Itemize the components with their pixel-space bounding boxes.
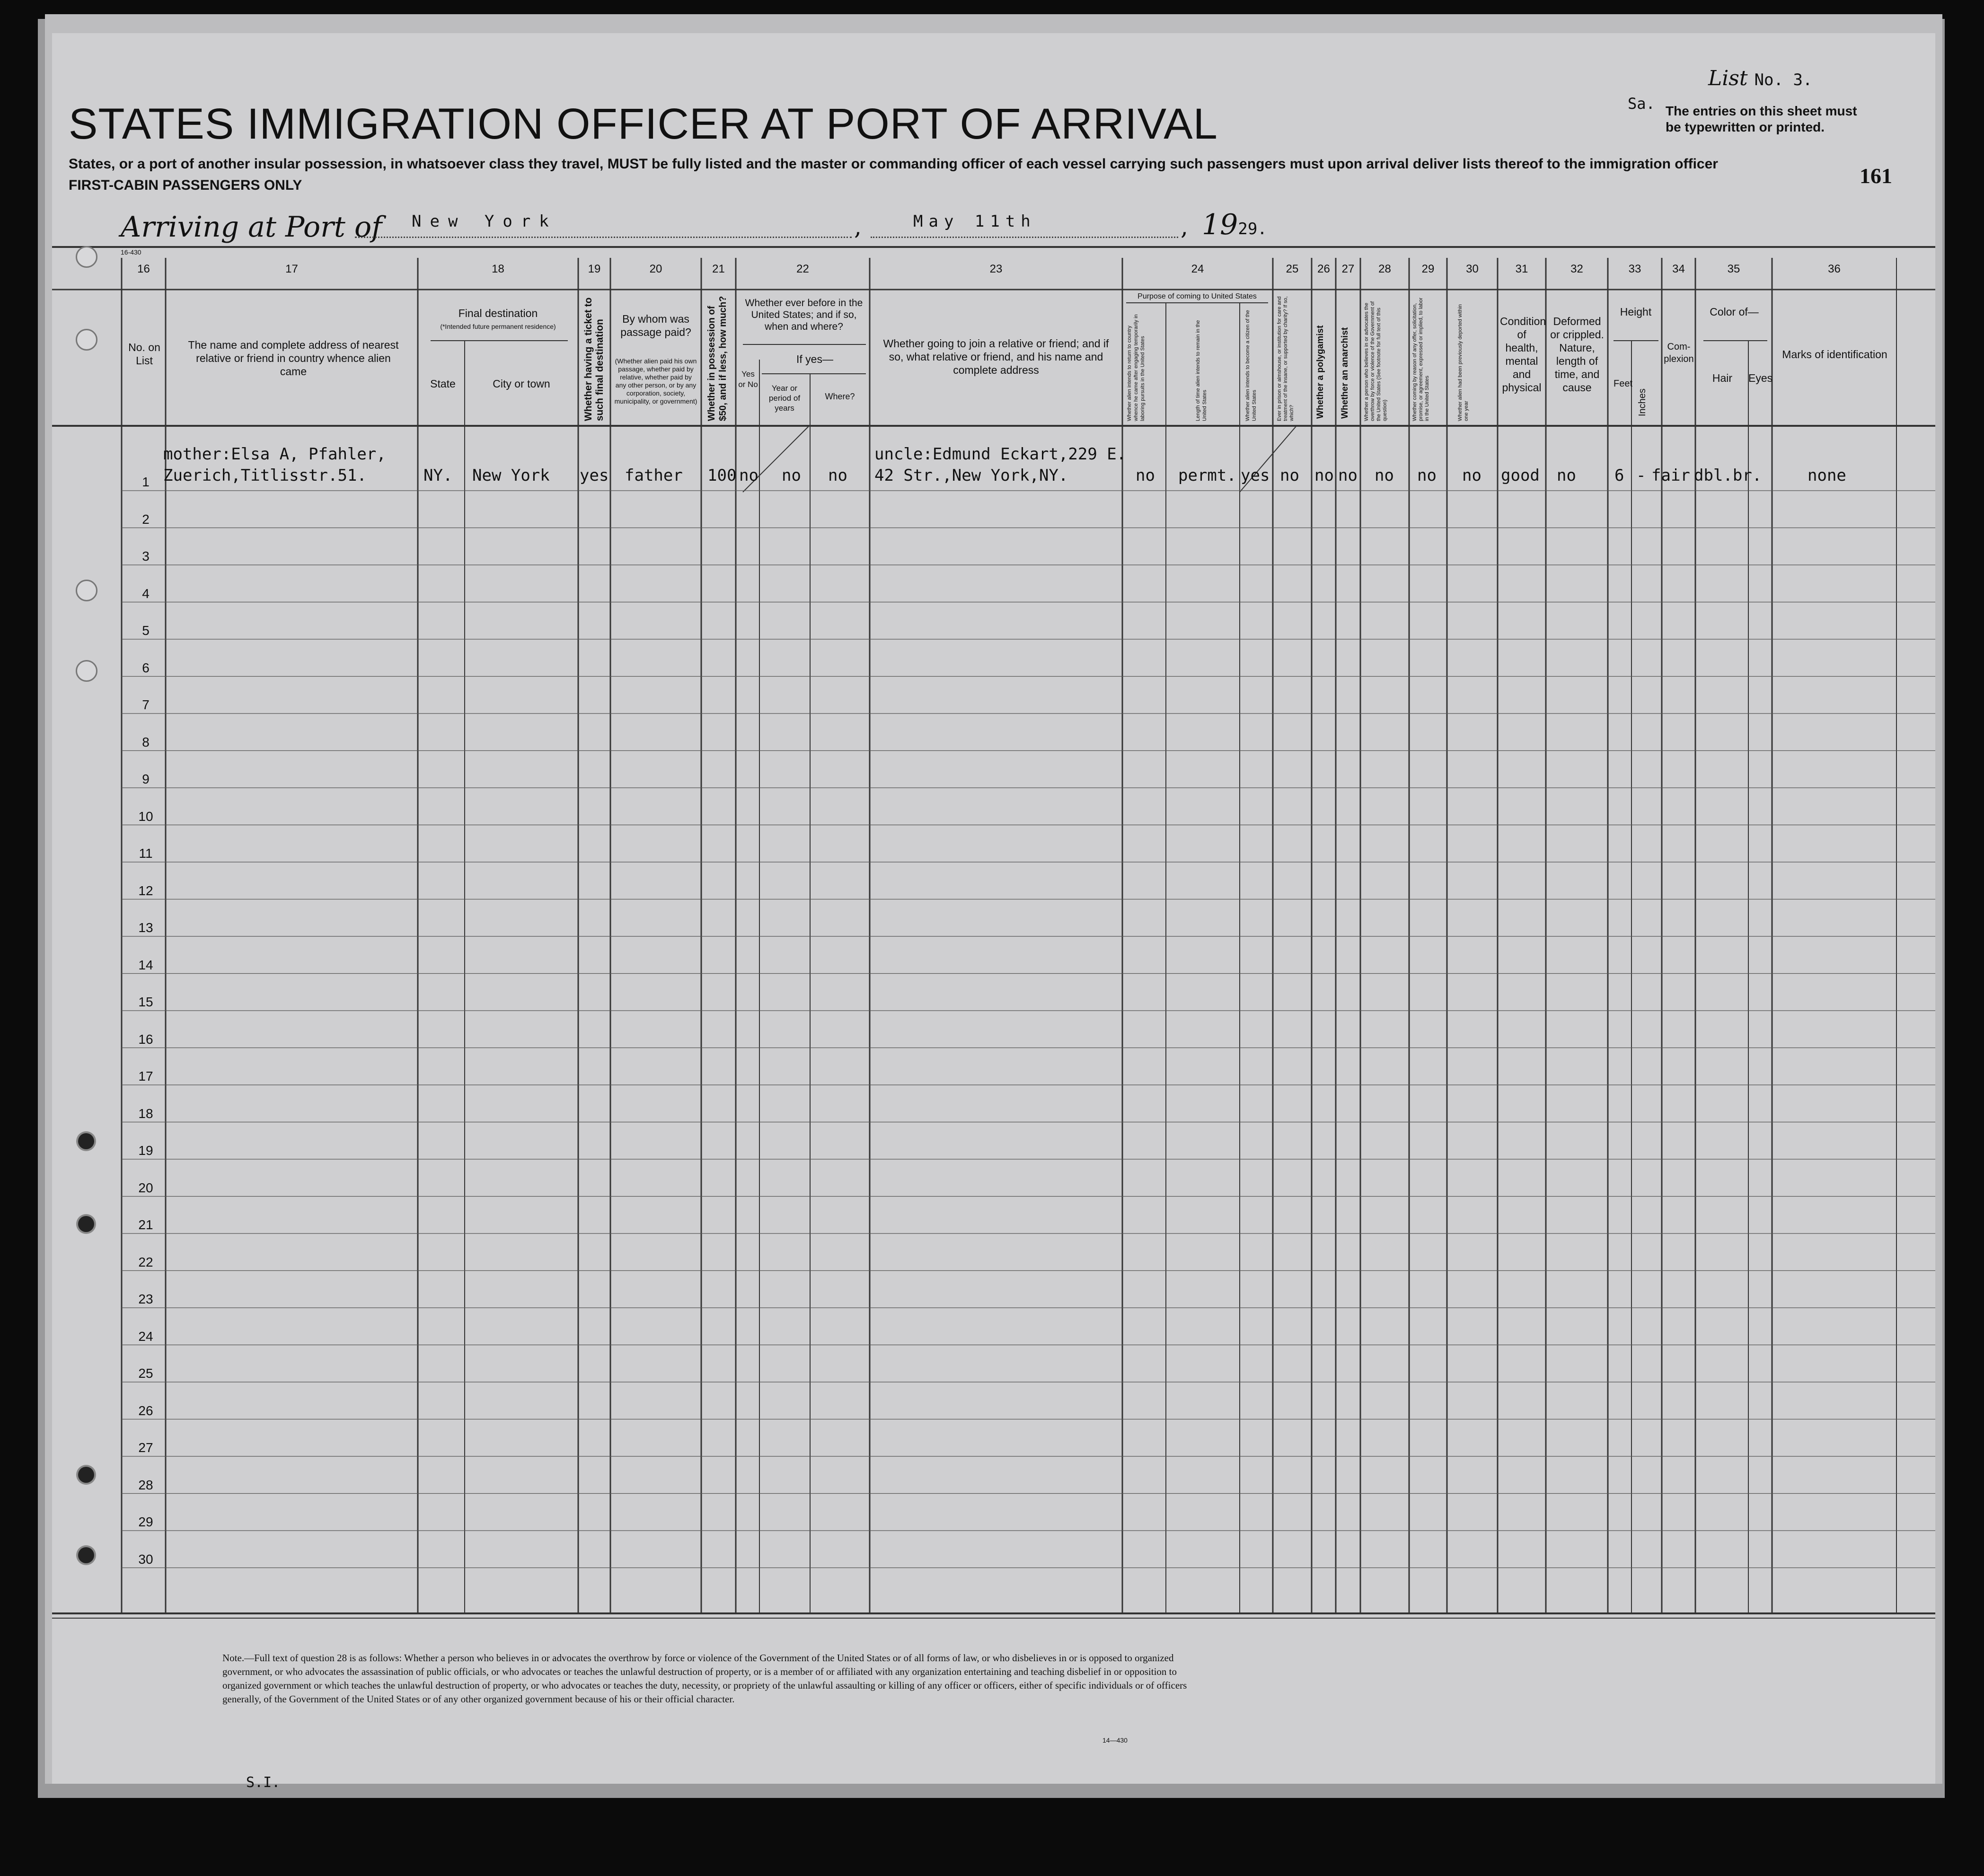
page-subtitle: States, or a port of another insular possession, in whatsoever class they travel, MUST be fully listed and the master or commanding officer of each vessel carrying such passengers must upon arrival deliver lists thereof to the immigration officer (69, 156, 1718, 172)
row-number: 11 (139, 846, 153, 861)
year: 1929. (1202, 208, 1267, 241)
hdr-final-destination-note: (*Intended future permanent residence) (440, 323, 556, 330)
arriving-label: Arriving at Port of (121, 211, 382, 244)
row-number: 14 (138, 957, 153, 972)
cabin-class: FIRST-CABIN PASSENGERS ONLY (69, 177, 302, 193)
entry-c29: no (1417, 466, 1437, 485)
hdr-possession: Whether in possession of $50, and if less, how much? (706, 296, 728, 421)
entry-relative-line2: Zuerich,Titlisstr.51. (163, 466, 367, 485)
binder-hole (78, 1547, 94, 1563)
row-number: 27 (138, 1440, 153, 1455)
page-number: 161 (1860, 164, 1892, 188)
hdr-city: City or town (493, 378, 550, 390)
row-number: 8 (142, 734, 150, 749)
entry-where: no (828, 466, 847, 485)
row-number: 10 (138, 809, 153, 824)
entry-hair: dbl.br. (1694, 466, 1762, 485)
binder-ring (76, 660, 97, 682)
date-value: May 11th (913, 212, 1036, 231)
row-number: 13 (138, 920, 153, 935)
col-20: 20 (649, 263, 662, 275)
hdr-deformed: Deformed or crippled. Nature, length of time, and cause (1550, 315, 1604, 394)
row-number: 2 (142, 511, 150, 527)
row-number: 15 (138, 995, 153, 1009)
hdr-purpose: Purpose of coming to United States (1137, 292, 1257, 300)
page-title: STATES IMMIGRATION OFFICER AT PORT OF ARRIVAL (69, 100, 1218, 148)
col-35: 35 (1727, 263, 1740, 275)
entry-c30: no (1462, 466, 1481, 485)
row-number: 26 (138, 1403, 153, 1418)
hdr-purpose-return: Whether alien intends to return to country whence he came after engaging temporarily in laboring pursuits in the United States (1127, 314, 1146, 421)
sa-mark: Sa. (1628, 95, 1655, 113)
row-number: 4 (142, 586, 150, 601)
entry-ticket: yes (580, 466, 609, 485)
col-21: 21 (712, 263, 725, 275)
row-number: 21 (138, 1217, 153, 1232)
footnote: Note.—Full text of question 28 is as follows: Whether a person who believes in or advocates the overthrow by force or violence of the Government of the United States or of all forms of law, or who disbelieves in or is opposed to organized government, or who advocates the assassination of public officials, or who advocates or teaches the unlawful destruction of property, or is a member of or affiliated with any organization entertaining and teaching disbelief in or opposition to organized government or which teaches the unlawful destruction of property, or who advocates or teaches the duty, necessity, or propriety of the unlawful assaulting or killing of any officer or officers, either of specific individuals or of officers generally, of the Government of the United States or of any other organized government because of his or their official character. (222, 1652, 1187, 1705)
port-value: New York (412, 212, 557, 231)
hdr-by-whom-note: (Whether alien paid his own passage, whether paid by relative, whether paid by any other person, or by any corporation, society, municipality, or government) (614, 357, 697, 405)
hdr-height: Height (1620, 306, 1652, 318)
hdr-prison: Ever in prison or almshouse, or institution for care and treatment of the insane, or supported by charity? If so, which? (1277, 296, 1295, 421)
hdr-if-yes: If yes— (796, 353, 833, 365)
row-number: 18 (138, 1106, 153, 1121)
hdr-where: Where? (825, 392, 855, 401)
col-28: 28 (1378, 263, 1391, 275)
entry-paid-by: father (625, 466, 683, 485)
col-36: 36 (1828, 263, 1841, 275)
entry-join-line1: uncle:Edmund Eckart,229 E. (874, 445, 1127, 464)
hdr-state: State (430, 378, 456, 390)
hdr-yes-no: Yes or No (738, 370, 758, 389)
bottom-mark: S.I. (246, 1774, 281, 1791)
row-number: 7 (142, 697, 150, 712)
row-number: 22 (138, 1254, 153, 1269)
row-number: 25 (138, 1366, 153, 1381)
hdr-health: Condition of health, mental and physical (1500, 315, 1546, 394)
hdr-purpose-citizen: Whether alien intends to become a citizen of the United States (1245, 310, 1257, 421)
entry-inches: - (1636, 466, 1646, 485)
col-32: 32 (1570, 263, 1583, 275)
comma-2: , (1181, 213, 1188, 240)
row-number: 16 (138, 1031, 153, 1047)
binder-ring (76, 246, 97, 268)
entry-money: 100 (707, 466, 737, 485)
entry-marks: none (1808, 466, 1846, 485)
entry-relative-line1: mother:Elsa A, Pfahler, (163, 445, 386, 464)
list-number: List No. 3. (1708, 66, 1813, 90)
hdr-color-of: Color of— (1710, 306, 1759, 318)
row-number: 9 (142, 772, 150, 786)
entry-return: no (1136, 466, 1155, 485)
hdr-feet: Feet (1614, 379, 1633, 389)
binder-hole (78, 1216, 94, 1232)
entry-c28: no (1375, 466, 1394, 485)
entry-complexion: fair (1651, 466, 1690, 485)
entry-year-period: no (782, 466, 801, 485)
row-number: 29 (138, 1515, 153, 1529)
col-31: 31 (1515, 263, 1528, 275)
entry-deformed: no (1557, 466, 1576, 485)
footnote-code: 14—430 (1102, 1736, 1128, 1744)
hdr-ever-before: Whether ever before in the United States; and if so, when and where? (745, 298, 863, 332)
row-number: 30 (138, 1551, 153, 1567)
entry-state: NY. (423, 466, 453, 485)
col-33: 33 (1628, 263, 1641, 275)
hdr-final-destination: Final destination (458, 307, 538, 319)
col-29: 29 (1421, 263, 1435, 275)
col-34: 34 (1672, 263, 1685, 275)
hdr-year-period: Year or period of years (768, 384, 801, 413)
binder-hole (78, 1133, 94, 1149)
hdr-eyes: Eyes (1748, 372, 1773, 384)
hdr-complexion: Com- plexion (1664, 342, 1694, 364)
entries-instruction: The entries on this sheet must be typewritten or printed. (1666, 104, 1857, 134)
entry-length-stay: permt. (1178, 466, 1236, 485)
row-number: 19 (138, 1143, 153, 1158)
hdr-purpose-length: Length of time alien intends to remain in the United States (1195, 320, 1208, 421)
col-19: 19 (588, 263, 601, 275)
hdr-c28: Whether a person who believes in or advocates the overthrow by force or violence of the Government of the United States (See footnote for full text of this question) (1364, 301, 1388, 421)
comma-1: , (854, 213, 862, 240)
row-number: 12 (138, 883, 153, 898)
binder-ring (76, 329, 97, 351)
hdr-nearest-relative: The name and complete address of nearest relative or friend in country whence alien came (188, 339, 399, 378)
col-16: 16 (137, 263, 150, 275)
hdr-ticket: Whether having a ticket to such final destination (583, 297, 605, 421)
hdr-c30: Whether alien had been previously deported within one year (1457, 304, 1469, 421)
entry-join-line2: 42 Str.,New York,NY. (874, 466, 1068, 485)
row-number: 3 (142, 549, 150, 564)
entry-polygamist: no (1314, 466, 1334, 485)
form-code: 16-430 (121, 248, 141, 256)
row-number: 23 (138, 1292, 153, 1306)
row-number: 24 (138, 1329, 153, 1344)
col-27: 27 (1341, 263, 1355, 275)
entry-citizen: yes (1241, 466, 1270, 485)
hdr-polygamist: Whether a polygamist (1315, 325, 1325, 419)
col-17: 17 (285, 263, 298, 275)
col-30: 30 (1466, 263, 1479, 275)
hdr-anarchist: Whether an anarchist (1340, 327, 1350, 419)
col-25: 25 (1286, 263, 1299, 275)
hdr-no-on-list: No. on List (128, 341, 160, 367)
entry-feet: 6 (1614, 466, 1624, 485)
binder-hole (78, 1467, 94, 1483)
hdr-c29: Whether coming by reason of any offer, solicitation, promise, or agreement, expressed or implied, to labor in the United States (1412, 297, 1430, 421)
col-23: 23 (989, 263, 1003, 275)
row-number: 5 (142, 623, 150, 638)
entry-health: good (1501, 466, 1540, 485)
binder-ring (76, 580, 97, 601)
entry-anarchist: no (1338, 466, 1358, 485)
col-22: 22 (796, 263, 809, 275)
hdr-hair: Hair (1712, 372, 1733, 384)
col-18: 18 (492, 263, 504, 275)
row-number: 6 (142, 660, 150, 675)
col-26: 26 (1317, 263, 1330, 275)
entry-ever-before: no (739, 466, 758, 485)
entry-city: New York (472, 466, 550, 485)
row-number: 1 (142, 475, 150, 489)
hdr-inches: Inches (1637, 388, 1648, 416)
row-number: 17 (138, 1069, 153, 1083)
row-number: 28 (138, 1477, 153, 1492)
hdr-marks: Marks of identification (1782, 348, 1887, 361)
col-24: 24 (1191, 263, 1204, 275)
row-number: 20 (138, 1180, 153, 1195)
entry-prison: no (1280, 466, 1299, 485)
hdr-join-relative: Whether going to join a relative or friend; and if so, what relative or friend, and his name and complete address (883, 337, 1109, 376)
hdr-by-whom: By whom was passage paid? (620, 313, 691, 338)
